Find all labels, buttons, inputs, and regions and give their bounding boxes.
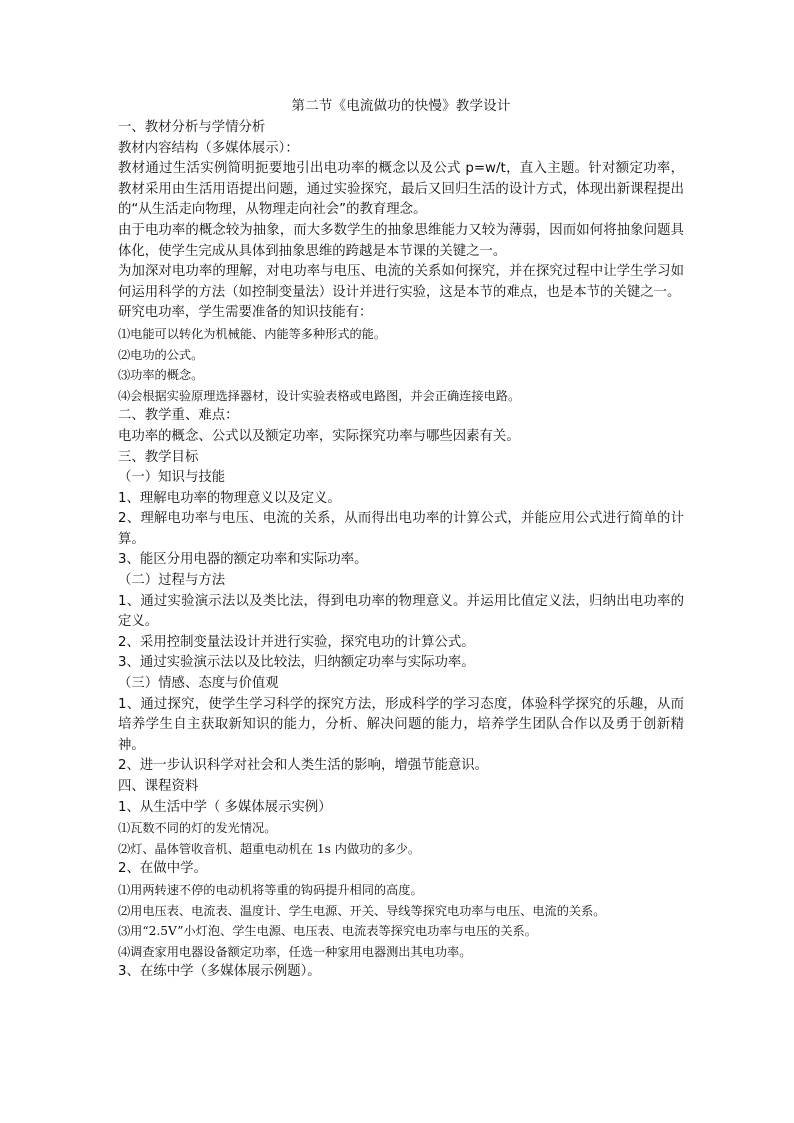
list-item: 1、通过探究，使学生学习科学的探究方法，形成科学的学习态度，体验科学探究的乐趣，从而培养学生自主获取新知识的能力，分析、解决问题的能力，培养学生团队合作以及勇于创新精神。 [118,696,684,753]
list-item: ⑴瓦数不同的灯的发光情况。 [118,821,277,836]
list-item: ⑶功率的概念。 [118,368,204,383]
heading-section-4: 四、课程资料 [118,779,199,794]
paragraph: 教材通过生活实例简明扼要地引出电功率的概念以及公式 p=w/t，直入主题。针对额定功率，教材采用由生活用语提出问题，通过实验探究，最后又回归生活的设计方式，体现出新课程提出的“从生活走向物理，从物理走向社会”的教育理念。 [118,161,684,218]
list-item: 2、进一步认识科学对社会和人类生活的影响，增强节能意识。 [118,758,489,774]
list-item: 3、在练中学（多媒体展示例题）。 [118,964,321,980]
paragraph: 为加深对电功率的理解，对电功率与电压、电流的关系如何探究，并在探究过程中让学生学习如何运用科学的方法（如控制变量法）设计并进行实验，这是本节的难点，也是本节的关键之一。 [118,264,684,300]
heading-section-1: 一、教材分析与学情分析 [118,120,266,135]
paragraph: 研究电功率，学生需要准备的知识技能有： [118,305,373,321]
document-title: 第二节《电流做功的快慢》教学设计 [291,98,511,114]
list-item: ⑴电能可以转化为机械能、内能等多种形式的能。 [118,326,387,341]
subheading: （二）过程与方法 [118,573,226,589]
heading-section-3: 三、教学目标 [118,449,199,465]
list-item: 2、理解电功率与电压、电流的关系，从而得出电功率的计算公式，并能应用公式进行简单的计算。 [118,511,684,547]
paragraph: 由于电功率的概念较为抽象，而大多数学生的抽象思维能力又较为薄弱，因而如何将抽象问题具体化，使学生完成从具体到抽象思维的跨越是本节课的关键之一。 [118,222,684,259]
list-item: 1、通过实验演示法以及类比法，得到电功率的物理意义。并运用比值定义法，归纳出电功率的定义。 [118,593,684,630]
paragraph: 电功率的概念、公式以及额定功率，实际探究功率与哪些因素有关。 [118,428,520,444]
heading-section-2: 二、教学重、难点： [118,408,239,424]
paragraph: 教材内容结构（多媒体展示）： [118,140,299,156]
list-item: 1、从生活中学（ 多媒体展示实例） [118,799,332,815]
list-item: 1、理解电功率的物理意义以及定义。 [118,490,341,506]
list-item: ⑵电功的公式。 [118,347,204,362]
list-item: 2、在做中学。 [118,861,207,877]
subheading: （三）情感、态度与价值观 [118,676,279,692]
list-item: ⑶用“2.5V”小灯泡、学生电源、电压表、电流表等探究电功率与电压的关系。 [118,924,537,939]
list-item: ⑴用两转速不停的电动机将等重的钩码提升相同的高度。 [118,882,423,897]
list-item: 2、采用控制变量法设计并进行实验，探究电功的计算公式。 [118,634,475,650]
list-item: ⑵灯、晶体管收音机、超重电动机在 1s 内做功的多少。 [118,841,421,856]
list-item: 3、通过实验演示法以及比较法，归纳额定功率与实际功率。 [118,655,475,671]
subheading: （一）知识与技能 [118,470,226,486]
list-item: ⑵用电压表、电流表、温度计、学生电源、开关、导线等探究电功率与电压、电流的关系。 [118,903,606,918]
list-item: ⑷会根据实验原理选择器材，设计实验表格或电路图，并会正确连接电路。 [118,388,521,403]
list-item: ⑷调查家用电器设备额定功率，任选一种家用电器测出其电功率。 [118,944,472,959]
list-item: 3、能区分用电器的额定功率和实际功率。 [118,552,368,568]
